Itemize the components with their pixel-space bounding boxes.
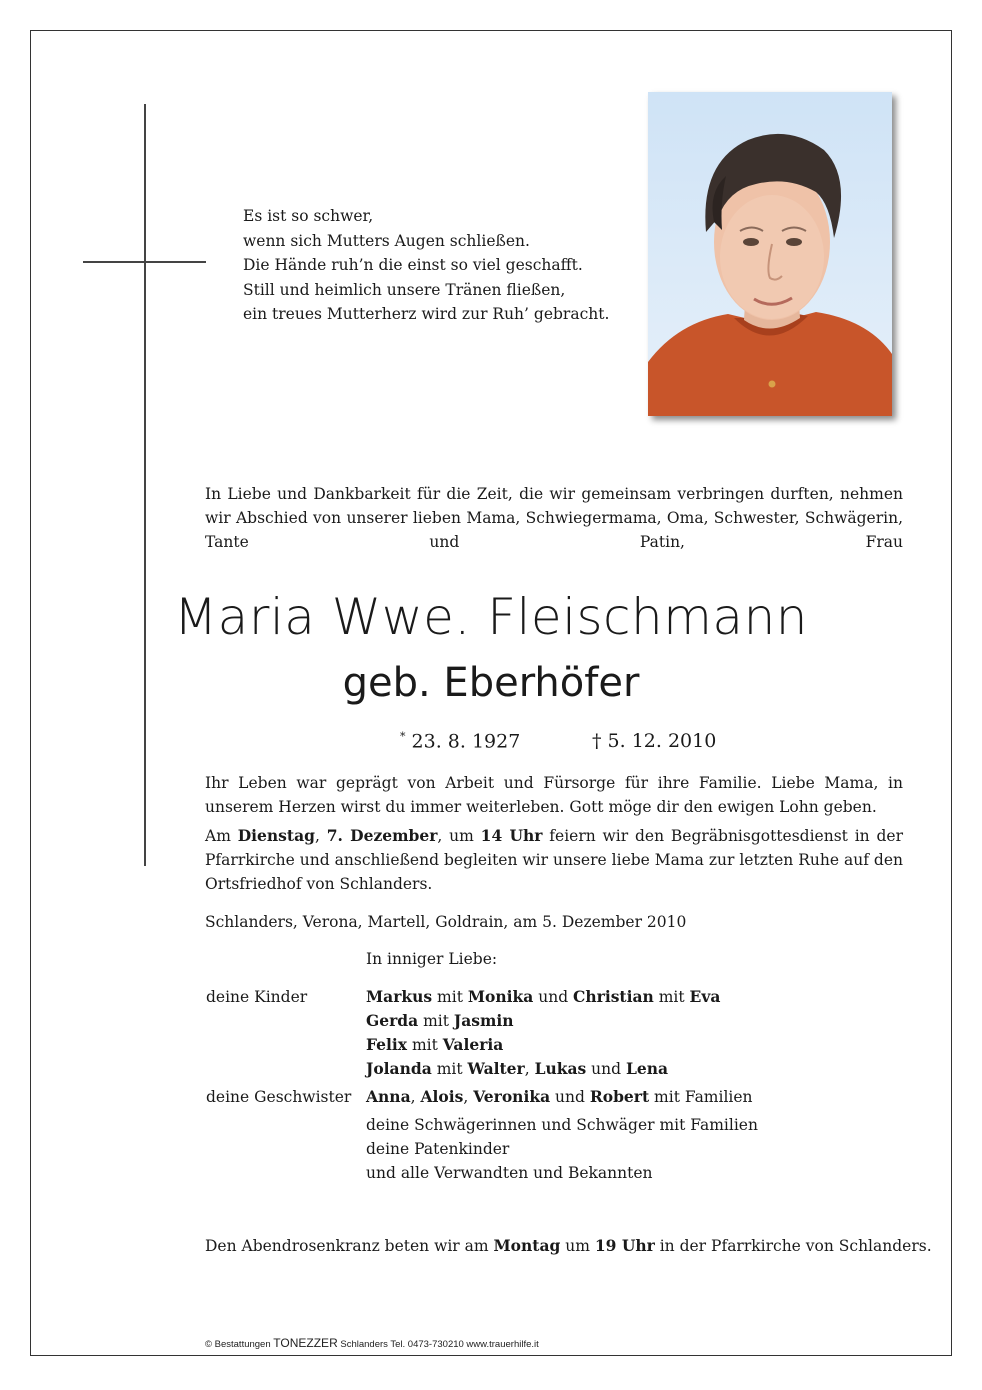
other-mourners-line: und alle Verwandten und Bekannten xyxy=(366,1164,653,1182)
mourner-name: Walter xyxy=(467,1059,525,1078)
poem xyxy=(243,204,609,327)
text-fragment: und xyxy=(533,988,574,1006)
place-and-date: Schlanders, Verona, Martell, Goldrain, am 5. Dezember 2010 xyxy=(205,913,687,931)
children-row xyxy=(366,985,720,1009)
text-fragment: und xyxy=(586,1060,626,1078)
poem-line: wenn sich Mutters Augen schließen. xyxy=(243,231,530,250)
poem-line: Die Hände ruh’n die einst so viel geschafft. xyxy=(243,256,583,274)
mourner-name: Lena xyxy=(626,1059,669,1078)
rosary-day: Montag xyxy=(493,1236,561,1255)
mourner-name: Robert xyxy=(589,1087,650,1106)
mourner-name: Valeria xyxy=(442,1035,504,1054)
funeral-service-text xyxy=(205,824,903,896)
funeral-home-imprint xyxy=(205,1336,539,1350)
text-fragment: mit xyxy=(418,1012,454,1030)
birth-symbol: * xyxy=(400,730,406,743)
text-fragment: , xyxy=(463,1088,474,1106)
children-label: deine Kinder xyxy=(206,988,308,1006)
portrait-photo xyxy=(648,92,892,416)
cross-vertical-beam xyxy=(144,104,146,866)
intro-text: In Liebe und Dankbarkeit für die Zeit, die wir gemeinsam verbringen durften, nehmen wir Abschied von unserer lieben Mama, Schwiegermama, Oma, Schwester, Schwägerin, Tante und Patin, Frau xyxy=(205,485,903,551)
cross-horizontal-beam xyxy=(83,261,206,263)
in-loving-memory-heading: In inniger Liebe: xyxy=(366,950,498,968)
text-fragment: und xyxy=(550,1088,590,1106)
children-row xyxy=(366,1009,514,1033)
text-fragment: , xyxy=(524,1060,535,1078)
siblings-label: deine Geschwister xyxy=(206,1088,352,1106)
siblings-row xyxy=(366,1085,753,1109)
birth-date: 23. 8. 1927 xyxy=(411,730,521,753)
text-fragment: mit xyxy=(407,1036,443,1054)
poem-line: Still und heimlich unsere Tränen fließen, xyxy=(243,280,566,299)
other-mourners-line: deine Patenkinder xyxy=(366,1140,510,1158)
text-fragment: , xyxy=(410,1088,421,1106)
text-fragment: mit xyxy=(432,988,468,1006)
service-time: 14 Uhr xyxy=(480,826,543,845)
text-fragment: Am xyxy=(205,827,238,845)
mourner-name: Jolanda xyxy=(366,1059,432,1078)
text-fragment: © Bestattungen xyxy=(205,1339,274,1350)
funeral-home-brand: TONEZZER xyxy=(273,1336,338,1350)
deceased-name: Maria Wwe. Fleischmann xyxy=(174,588,808,646)
rosary-time: 19 Uhr xyxy=(594,1236,655,1255)
poem-line: ein treues Mutterherz wird zur Ruh’ gebracht. xyxy=(243,305,610,323)
mourner-name: Alois xyxy=(420,1087,464,1106)
text-fragment: feiern wir den Begräbnisgottesdienst in der Pfarrkirche und anschließend begleiten wir unsere liebe Mama zur letzten Ruhe auf den Ortsfriedhof von Schlanders. xyxy=(205,827,903,893)
text-fragment: Den Abendrosenkranz beten wir am xyxy=(205,1237,494,1255)
text-fragment: mit xyxy=(431,1060,468,1078)
text-fragment: Schlanders xyxy=(337,1339,388,1350)
mourner-name: Gerda xyxy=(366,1011,419,1030)
mourner-name: Jasmin xyxy=(453,1011,514,1030)
death-date: † 5. 12. 2010 xyxy=(592,730,717,752)
service-day: Dienstag xyxy=(237,826,315,845)
children-row xyxy=(366,1057,668,1081)
portrait-illustration xyxy=(648,92,892,416)
mourner-name: Felix xyxy=(366,1035,408,1054)
rosary-announcement xyxy=(205,1234,932,1258)
other-mourners-line: deine Schwägerinnen und Schwäger mit Familien xyxy=(366,1116,758,1134)
phone-number: Tel. 0473-730210 xyxy=(387,1339,464,1350)
mourner-name: Eva xyxy=(689,987,721,1006)
service-date: 7. Dezember xyxy=(326,826,438,845)
mourner-name: Christian xyxy=(573,987,654,1006)
website-link[interactable]: www.trauerhilfe.it xyxy=(463,1339,539,1350)
children-row xyxy=(366,1033,503,1057)
text-fragment: mit xyxy=(653,988,690,1006)
poem-line: Es ist so schwer, xyxy=(243,207,374,225)
mourner-name: Markus xyxy=(366,987,433,1006)
text-fragment: mit Familien xyxy=(649,1088,753,1106)
birth-name: geb. Eberhöfer xyxy=(342,660,640,706)
mourner-name: Veronika xyxy=(473,1087,551,1106)
mourner-name: Monika xyxy=(467,987,534,1006)
text-fragment: , xyxy=(314,827,327,845)
birth-date-group xyxy=(400,730,520,752)
mourner-name: Anna xyxy=(366,1087,411,1106)
life-text: Ihr Leben war geprägt von Arbeit und Fürsorge für ihre Familie. Liebe Mama, in unserem Herzen wirst du immer weiterleben. Gott möge dir den ewigen Lohn geben. xyxy=(205,774,903,816)
text-fragment: in der Pfarrkirche von Schlanders. xyxy=(654,1237,932,1255)
text-fragment: um xyxy=(560,1237,595,1255)
text-fragment: , um xyxy=(437,827,481,845)
mourner-name: Lukas xyxy=(534,1059,587,1078)
